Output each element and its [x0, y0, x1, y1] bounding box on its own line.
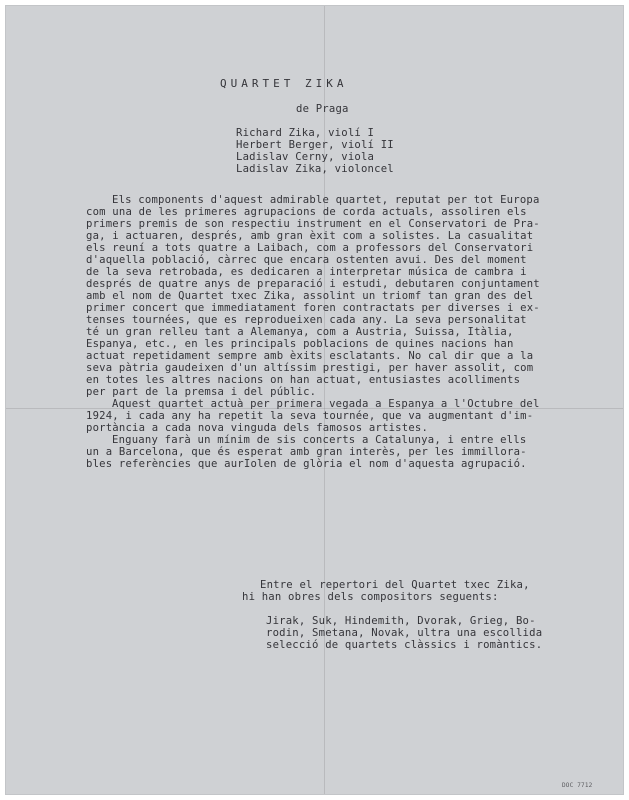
- member-line: Richard Zika, violí I: [236, 127, 375, 139]
- body-line: de la seva retrobada, es dedicaren a interpretar música de cambra i: [86, 266, 527, 278]
- body-line: per part de la premsa i del públic.: [86, 386, 317, 398]
- body-line: com una de les primeres agrupacions de corda actuals, assoliren els: [86, 206, 527, 218]
- body-line: Enguany farà un mínim de sis concerts a Catalunya, i entre ells: [112, 434, 527, 446]
- composer-line: selecció de quartets clàssics i romàntics.: [266, 639, 543, 651]
- composer-line: Jirak, Suk, Hindemith, Dvorak, Grieg, Bo-: [266, 615, 536, 627]
- body-line: després de quatre anys de preparació i estudi, debutaren conjuntament: [86, 278, 540, 290]
- member-line: Ladislav Zika, violoncel: [236, 163, 394, 175]
- body-line: portància a cada nova vinguda dels famosos artistes.: [86, 422, 429, 434]
- body-line: seva pàtria gaudeixen d'un altíssim prestigi, per haver assolit, com: [86, 362, 534, 374]
- document-reference: DOC 7712: [562, 782, 593, 789]
- body-line: d'aquella població, càrrec que encara ostenten avui. Des del moment: [86, 254, 527, 266]
- body-line: ga, i actuaren, després, amb gran èxit com a solistes. La casualitat: [86, 230, 534, 242]
- body-line: primers premis de son respectiu instrument en el Conservatori de Pra-: [86, 218, 540, 230]
- body-line: els reuní a tots quatre a Laibach, com a professors del Conservatori: [86, 242, 534, 254]
- body-line: Espanya, etc., en les principals poblacions de quines nacions han: [86, 338, 514, 350]
- body-line: Els components d'aquest admirable quartet, reputat per tot Europa: [112, 194, 540, 206]
- letter-title: QUARTET ZIKA: [220, 77, 348, 90]
- body-line: en totes les altres nacions on han actuat, entusiastes acolliments: [86, 374, 521, 386]
- body-line: primer concert que immediatament foren contractats per diverses i ex-: [86, 302, 540, 314]
- body-line: Aquest quartet actuà per primera vegada a Espanya a l'Octubre del: [112, 398, 540, 410]
- body-line: tenses tournées, que es reprodueixen cada any. La seva personalitat: [86, 314, 527, 326]
- body-line: un a Barcelona, que és esperat amb gran interès, per les immillora-: [86, 446, 527, 458]
- repertoire-intro-line: hi han obres dels compositors seguents:: [242, 591, 499, 603]
- composer-line: rodin, Smetana, Novak, ultra una escollida: [266, 627, 543, 639]
- letter-subtitle: de Praga: [296, 103, 349, 115]
- body-line: té un gran relleu tant a Alemanya, com a Austria, Suissa, Itàlia,: [86, 326, 514, 338]
- body-line: amb el nom de Quartet txec Zika, assolint un triomf tan gran des del: [86, 290, 534, 302]
- body-line: 1924, i cada any ha repetit la seva tournée, que va augmentant d'im-: [86, 410, 534, 422]
- body-line: actuat repetidament sempre amb èxits esclatants. No cal dir que a la: [86, 350, 534, 362]
- typed-letter-page: [6, 6, 623, 794]
- body-line: bles referències que aurIolen de glòria el nom d'aquesta agrupació.: [86, 458, 527, 470]
- member-line: Herbert Berger, violí II: [236, 139, 394, 151]
- repertoire-intro-line: Entre el repertori del Quartet txec Zika,: [260, 579, 530, 591]
- member-line: Ladislav Cerny, viola: [236, 151, 375, 163]
